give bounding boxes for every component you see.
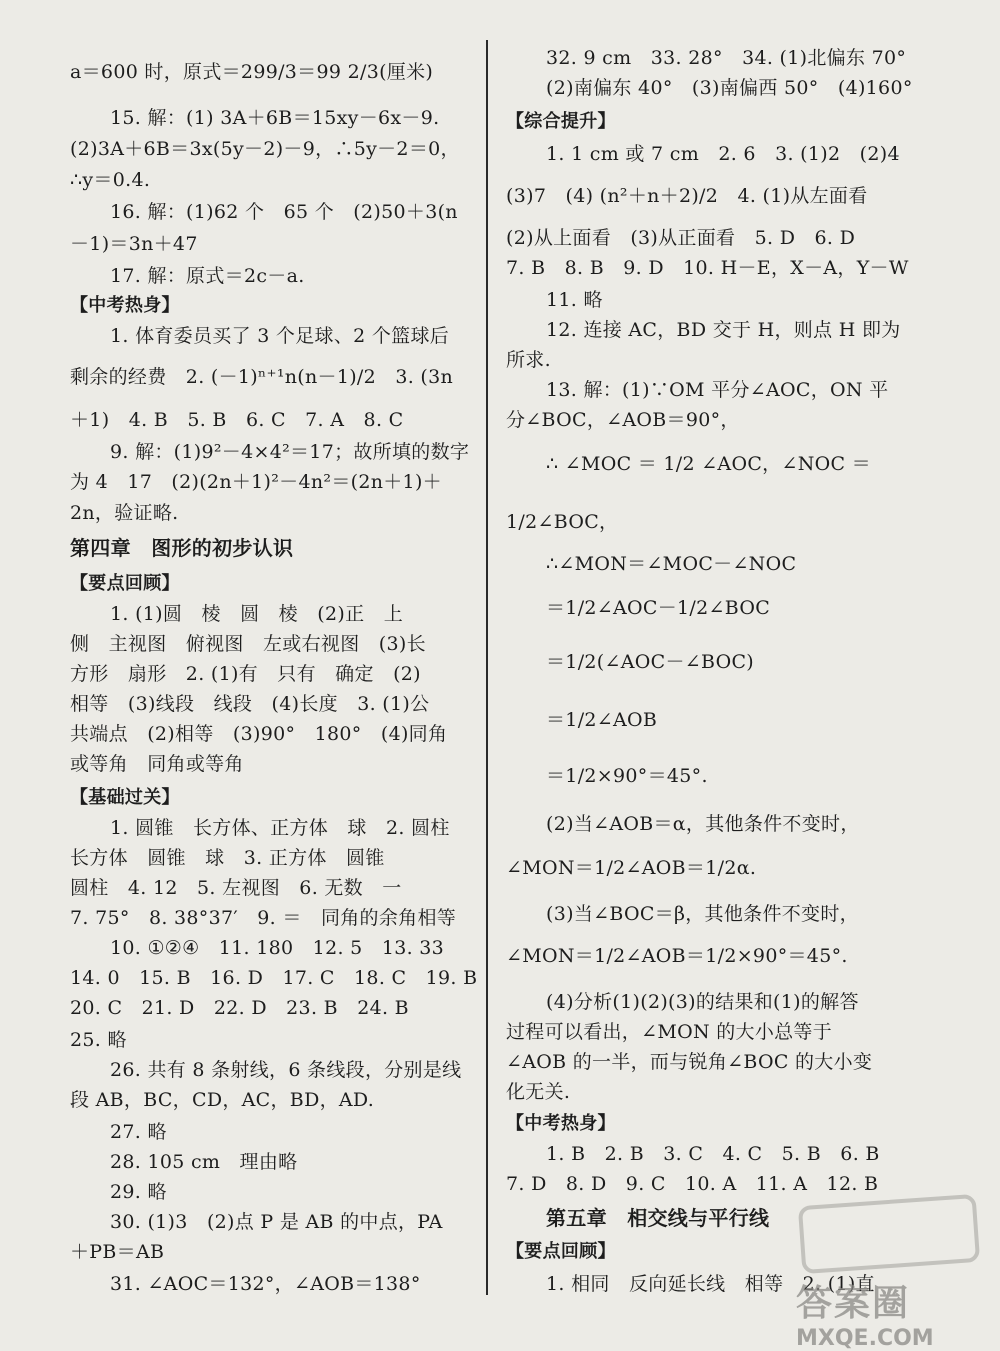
answer-line: ＋PB＝AB xyxy=(70,1241,165,1263)
column-divider xyxy=(486,40,488,1295)
answer-line: 相等 (3)线段 线段 (4)长度 3. (1)公 xyxy=(70,693,430,715)
answer-line: ∠MON＝1/2∠AOB＝1/2×90°＝45°. xyxy=(506,945,848,967)
watermark xyxy=(796,1275,934,1351)
answer-line: (2)3A＋6B＝3x(5y－2)－9，∴5y－2＝0， xyxy=(70,138,460,160)
section-header: 【基础过关】 xyxy=(70,787,180,808)
answer-line: 16. 解：(1)62 个 65 个 (2)50＋3(n xyxy=(110,201,458,223)
answer-line: ＋1) 4. B 5. B 6. C 7. A 8. C xyxy=(70,409,404,431)
answer-line: 7. D 8. D 9. C 10. A 11. A 12. B xyxy=(506,1173,879,1195)
answer-line: 13. 解：(1)∵OM 平分∠AOC，ON 平 xyxy=(546,379,889,401)
watermark-brand: 答案圈 xyxy=(796,1283,911,1324)
answer-line: ＝1/2∠AOB xyxy=(546,709,658,731)
answer-line: 30. (1)3 (2)点 P 是 AB 的中点，PA xyxy=(110,1211,443,1233)
answer-line: a＝600 时，原式＝299/3＝99 2/3(厘米) xyxy=(70,61,434,83)
answer-line: －1)＝3n＋47 xyxy=(70,233,198,255)
answer-line: ∴ ∠MOC ＝ 1/2 ∠AOC，∠NOC ＝ xyxy=(546,453,871,475)
answer-line: ∠AOB 的一半，而与锐角∠BOC 的大小变 xyxy=(506,1051,873,1073)
answer-line: 31. ∠AOC＝132°，∠AOB＝138° xyxy=(110,1273,421,1295)
answer-line: (3)7 (4) (n²＋n＋2)/2 4. (1)从左面看 xyxy=(506,185,868,207)
answer-line: 1. 1 cm 或 7 cm 2. 6 3. (1)2 (2)4 xyxy=(546,143,900,165)
answer-line: 化无关. xyxy=(506,1081,571,1103)
answer-line: (2)从上面看 (3)从正面看 5. D 6. D xyxy=(506,227,856,249)
answer-line: 25. 略 xyxy=(70,1029,127,1051)
answer-line: 1. (1)圆 棱 圆 棱 (2)正 上 xyxy=(110,603,403,625)
answer-line: 1. 圆锥 长方体、正方体 球 2. 圆柱 xyxy=(110,817,450,839)
answer-line: 28. 105 cm 理由略 xyxy=(110,1151,298,1173)
chapter-title: 第五章 相交线与平行线 xyxy=(546,1206,770,1230)
answer-line: 14. 0 15. B 16. D 17. C 18. C 19. B xyxy=(70,967,478,989)
answer-line: 长方体 圆锥 球 3. 正方体 圆锥 xyxy=(70,847,385,869)
answer-line: 1. 相同 反向延长线 相等 2. (1)直 xyxy=(546,1273,875,1295)
answer-line: (4)分析(1)(2)(3)的结果和(1)的解答 xyxy=(546,991,859,1013)
answer-line: 10. ①②④ 11. 180 12. 5 13. 33 xyxy=(110,937,445,959)
answer-line: 11. 略 xyxy=(546,289,603,311)
answer-line: 过程可以看出，∠MON 的大小总等于 xyxy=(506,1021,833,1043)
answer-line: 12. 连接 AC，BD 交于 H，则点 H 即为 xyxy=(546,319,901,341)
section-header: 【要点回顾】 xyxy=(70,573,180,594)
answer-line: 1/2∠BOC， xyxy=(506,511,619,533)
answer-line: (2)南偏东 40° (3)南偏西 50° (4)160° xyxy=(546,77,913,99)
answer-line: ＝1/2(∠AOC－∠BOC) xyxy=(546,651,755,673)
answer-line: ＝1/2×90°＝45°. xyxy=(546,765,708,787)
answer-line: 1. B 2. B 3. C 4. C 5. B 6. B xyxy=(546,1143,880,1165)
answer-line: 共端点 (2)相等 (3)90° 180° (4)同角 xyxy=(70,723,448,745)
watermark-stamp xyxy=(798,1194,980,1274)
answer-line: 7. B 8. B 9. D 10. H－E，X－A，Y－W xyxy=(506,257,909,279)
answer-line: 26. 共有 8 条射线，6 条线段，分别是线 xyxy=(110,1059,462,1081)
answer-line: 为 4 17 (2)(2n＋1)²－4n²＝(2n＋1)＋ xyxy=(70,471,442,493)
answer-line: 27. 略 xyxy=(110,1121,167,1143)
watermark-site: MXQE.COM xyxy=(796,1326,934,1351)
answer-line: 侧 主视图 俯视图 左或右视图 (3)长 xyxy=(70,633,426,655)
answer-line: ＝1/2∠AOC－1/2∠BOC xyxy=(546,597,771,619)
answer-line: 32. 9 cm 33. 28° 34. (1)北偏东 70° xyxy=(546,47,907,69)
section-header: 【中考热身】 xyxy=(70,295,180,316)
answer-line: 7. 75° 8. 38°37′ 9. ＝ 同角的余角相等 xyxy=(70,907,457,929)
answer-line: (3)当∠BOC＝β，其他条件不变时， xyxy=(546,903,859,925)
answer-line: 29. 略 xyxy=(110,1181,167,1203)
section-header: 【综合提升】 xyxy=(506,111,616,132)
answer-line: 段 AB，BC，CD，AC，BD，AD. xyxy=(70,1089,375,1111)
answer-line: ∴∠MON＝∠MOC－∠NOC xyxy=(546,553,797,575)
answer-line: 15. 解：(1) 3A＋6B＝15xy－6x－9. xyxy=(110,107,440,129)
answer-line: 20. C 21. D 22. D 23. B 24. B xyxy=(70,997,409,1019)
section-header: 【中考热身】 xyxy=(506,1113,616,1134)
answer-line: 圆柱 4. 12 5. 左视图 6. 无数 一 xyxy=(70,877,402,899)
answer-line: 剩余的经费 2. (－1)ⁿ⁺¹n(n－1)/2 3. (3n xyxy=(70,366,454,388)
answer-line: 所求. xyxy=(506,349,551,371)
section-header: 【要点回顾】 xyxy=(506,1241,616,1262)
answer-line: ∴y＝0.4. xyxy=(70,169,151,191)
answer-line: 分∠BOC，∠AOB＝90°， xyxy=(506,409,740,431)
answer-line: 1. 体育委员买了 3 个足球、2 个篮球后 xyxy=(110,325,450,347)
answer-line: ∠MON＝1/2∠AOB＝1/2α. xyxy=(506,857,757,879)
answer-line: 17. 解：原式＝2c－a. xyxy=(110,265,305,287)
chapter-title: 第四章 图形的初步认识 xyxy=(70,536,294,560)
answer-line: 2n，验证略. xyxy=(70,502,179,524)
answer-line: (2)当∠AOB＝α，其他条件不变时， xyxy=(546,813,860,835)
answer-line: 或等角 同角或等角 xyxy=(70,753,244,775)
answer-line: 方形 扇形 2. (1)有 只有 确定 (2) xyxy=(70,663,421,685)
answer-line: 9. 解：(1)9²－4×4²＝17；故所填的数字 xyxy=(110,441,470,463)
